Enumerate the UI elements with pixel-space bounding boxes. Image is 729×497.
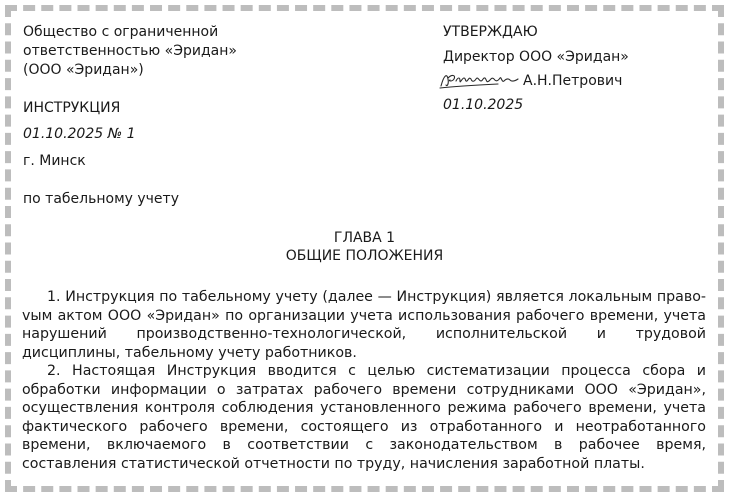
signatory-name: А.Н.Петрович — [523, 73, 623, 89]
document-city: г. Минск — [23, 153, 86, 169]
document-type: ИНСТРУКЦИЯ — [23, 100, 121, 116]
signature-image — [438, 69, 522, 91]
chapter-subtitle: ОБЩИЕ ПОЛОЖЕНИЯ — [285, 248, 444, 264]
paragraph-1: 1. Инструкция по табельному учету (далее — Инструкция) является локальным правоvым актом ООО «Эридан» по организации учета использования рабочего времени, учета нарушений производственно-технологической, исполнительской и трудовой дисциплины, табельному учету работников. — [22, 289, 706, 361]
approval-date: 01.10.2025 — [443, 97, 524, 113]
paragraph-2: 2. Настоящая Инструкция вводится с целью систематизации процесса сбора и обработки информации о затратах рабочего времени сотрудниками ООО «Эридан», осуществления контроля соблюдения установленного режима рабочего времени, учета фактического рабочего времени, состоящего из отработанного и неотработанного времени, включаемого в соответствии с законодательством в рабочее время, составления статистической отчетности по труду, начисления заработной платы. — [22, 363, 706, 472]
approval-heading: УТВЕРЖДАЮ — [443, 24, 538, 40]
chapter-title: ГЛАВА 1 — [333, 230, 396, 246]
org-short-name: (ООО «Эридан») — [23, 62, 144, 78]
document-body — [22, 288, 706, 473]
document-subject: по табельному учету — [23, 191, 179, 207]
document-date-number: 01.10.2025 № 1 — [23, 126, 136, 142]
org-name-line2: ответственностью «Эридан» — [23, 43, 237, 59]
org-name-line1: Общество с ограниченной — [23, 24, 219, 40]
approval-position: Директор ООО «Эридан» — [443, 49, 629, 65]
